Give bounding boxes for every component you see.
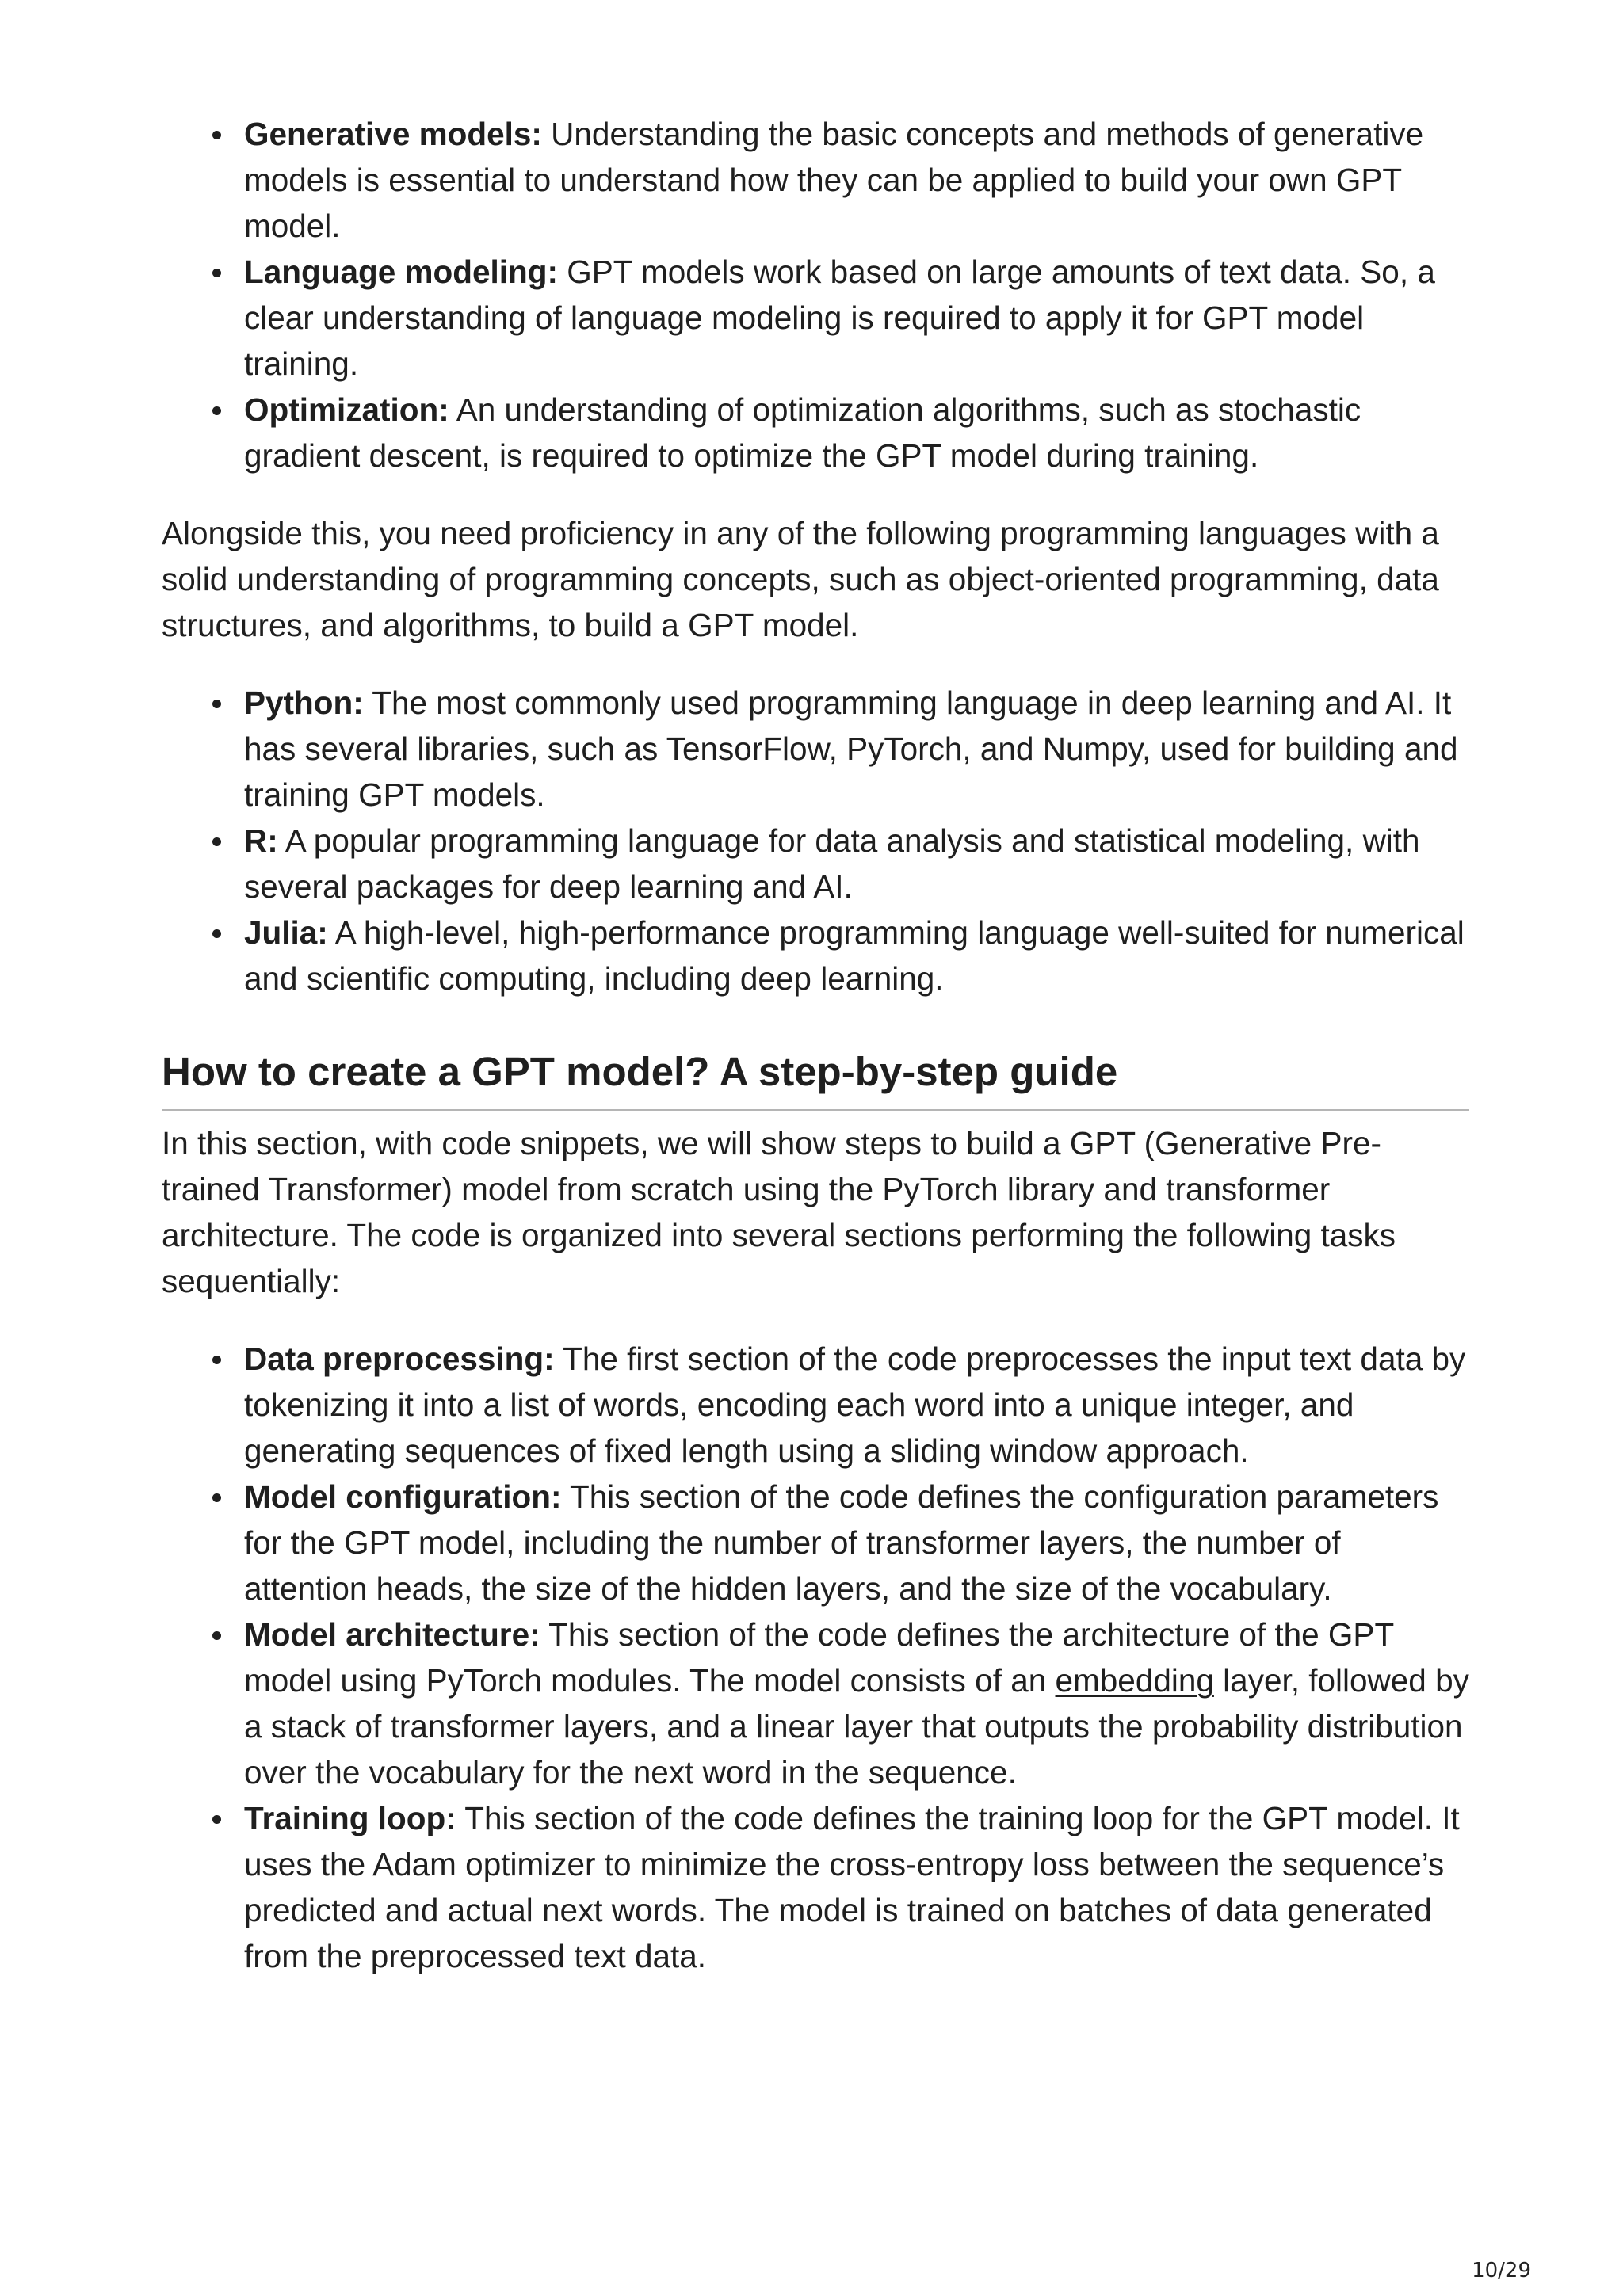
- list-item-term: Optimization:: [244, 391, 449, 428]
- list-item-term: Python:: [244, 685, 364, 721]
- list-item-text: A popular programming language for data analysis and statistical modeling, with several packages for deep learning and AI.: [244, 822, 1420, 905]
- list-item: [244, 1795, 1469, 1979]
- list-item: [244, 680, 1469, 818]
- list-item-term: Model configuration:: [244, 1478, 562, 1515]
- list-item-text: This section of the code defines the training loop for the GPT model. It uses the Adam optimizer to minimize the cross-entropy loss between the sequence’s predicted and actual next words. The model is trained on batches of data generated from the preprocessed text data.: [244, 1800, 1460, 1974]
- steps-list: [162, 1336, 1469, 1979]
- list-item-term: Training loop:: [244, 1800, 456, 1836]
- paragraph-languages-intro: Alongside this, you need proficiency in any of the following programming languages with a solid understanding of programming concepts, such as object-oriented programming, data structures, and algorithms, to build a GPT model.: [162, 515, 1439, 643]
- paragraph-section-intro: In this section, with code snippets, we will show steps to build a GPT (Generative Pre-trained Transformer) model from scratch using the PyTorch library and transformer architecture. The code is organized into several sections performing the following tasks sequentially:: [162, 1125, 1396, 1299]
- list-item-term: Julia:: [244, 914, 328, 951]
- list-item-text: GPT models work based on large amounts of text data. So, a clear understanding of language modeling is required to apply it for GPT model training.: [244, 254, 1435, 382]
- list-item: [244, 910, 1469, 1001]
- section-heading: How to create a GPT model? A step-by-step guide: [162, 1044, 1469, 1111]
- list-item-text: This section of the code defines the architecture of the GPT model using PyTorch modules. The model consists of an: [244, 1616, 1394, 1699]
- list-item-text: The first section of the code preprocesses the input text data by tokenizing it into a list of words, encoding each word into a unique integer, and generating sequences of fixed length using a sliding window approach.: [244, 1341, 1466, 1469]
- embedding-link[interactable]: embedding: [1055, 1662, 1214, 1699]
- list-item: [244, 387, 1469, 479]
- page-number: 10/29: [1472, 2259, 1531, 2283]
- list-item-term: R:: [244, 822, 278, 859]
- list-item-term: Generative models:: [244, 116, 542, 152]
- list-item-text: A high-level, high-performance programming language well-suited for numerical and scientific computing, including deep learning.: [244, 914, 1465, 997]
- list-item: [244, 249, 1469, 387]
- list-item-text: The most commonly used programming language in deep learning and AI. It has several libraries, such as TensorFlow, PyTorch, and Numpy, used for building and training GPT models.: [244, 685, 1458, 813]
- document-body: [162, 111, 1469, 1979]
- list-item: [244, 1336, 1469, 1474]
- list-item-text: layer, followed by a stack of transformer layers, and a linear layer that outputs the probability distribution over the vocabulary for the next word in the sequence.: [244, 1662, 1469, 1791]
- list-item-text: Understanding the basic concepts and methods of generative models is essential to understand how they can be applied to build your own GPT model.: [244, 116, 1424, 244]
- list-item: [244, 1474, 1469, 1611]
- languages-list: [162, 680, 1469, 1001]
- list-item-term: Model architecture:: [244, 1616, 540, 1653]
- list-item-text: An understanding of optimization algorithms, such as stochastic gradient descent, is required to optimize the GPT model during training.: [244, 391, 1361, 474]
- list-item: [244, 111, 1469, 249]
- list-item: [244, 1611, 1469, 1795]
- list-item-text: This section of the code defines the configuration parameters for the GPT model, including the number of transformer layers, the number of attention heads, the size of the hidden layers, and the size of the vocabulary.: [244, 1478, 1439, 1607]
- list-item: [244, 818, 1469, 910]
- list-item-term: Data preprocessing:: [244, 1341, 555, 1377]
- list-item-term: Language modeling:: [244, 254, 559, 290]
- prerequisites-list: [162, 111, 1469, 479]
